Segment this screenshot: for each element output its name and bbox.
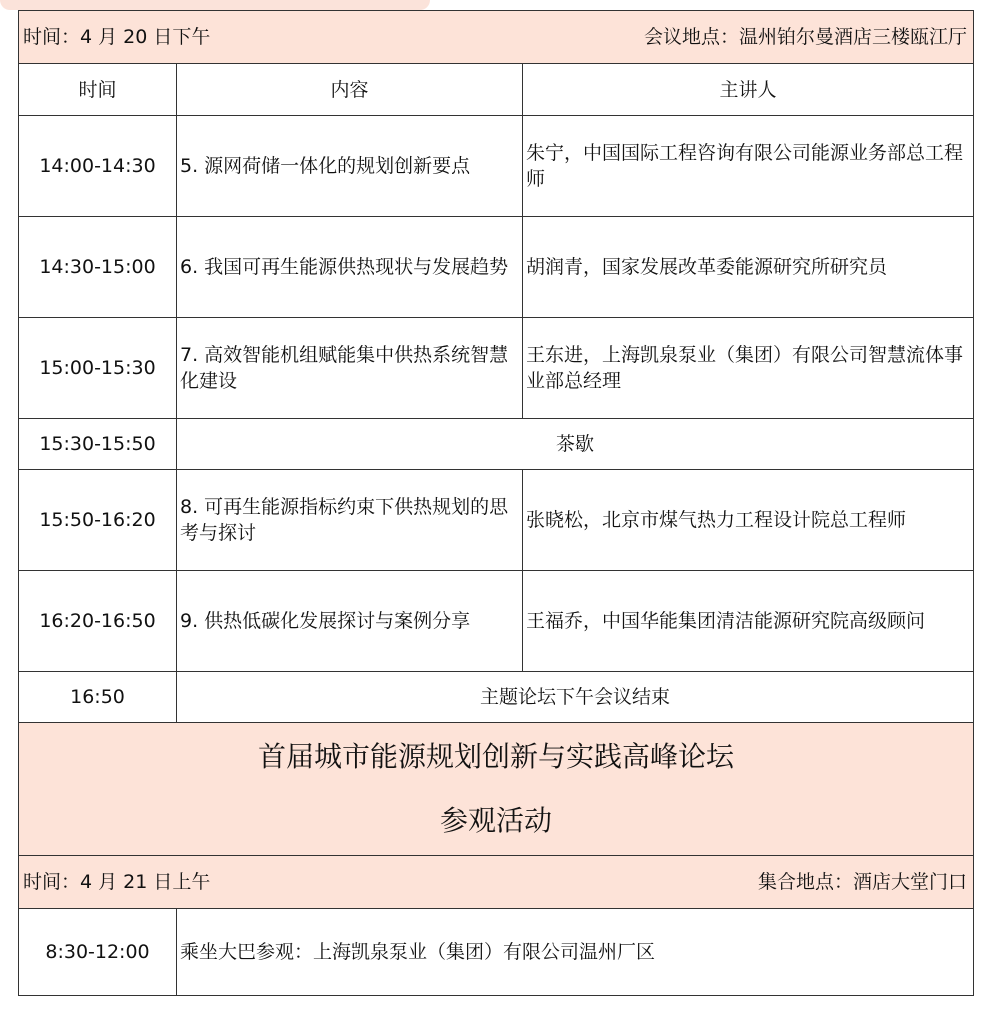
end-row <box>19 672 974 723</box>
row-speaker: 朱宁，中国国际工程咨询有限公司能源业务部总工程师 <box>523 116 974 217</box>
visit-row <box>19 909 974 996</box>
section-title-cell <box>19 723 974 856</box>
row-speaker: 王东进，上海凯泉泵业（集团）有限公司智慧流体事业部总经理 <box>523 318 974 419</box>
afternoon-date: 时间：4 月 20 日下午 <box>23 26 211 48</box>
row-time: 16:50 <box>19 672 177 723</box>
schedule-table <box>18 10 974 996</box>
row-speaker: 王福乔，中国华能集团清洁能源研究院高级顾问 <box>523 571 974 672</box>
afternoon-header-cell <box>19 11 974 64</box>
visit-header-row <box>19 856 974 909</box>
row-time: 15:30-15:50 <box>19 419 177 470</box>
row-time: 15:50-16:20 <box>19 470 177 571</box>
row-content: 6. 我国可再生能源供热现状与发展趋势 <box>177 217 523 318</box>
table-row <box>19 571 974 672</box>
table-row <box>19 318 974 419</box>
row-speaker: 胡润青，国家发展改革委能源研究所研究员 <box>523 217 974 318</box>
column-header-speaker: 主讲人 <box>523 64 974 116</box>
row-time: 14:30-15:00 <box>19 217 177 318</box>
break-label: 茶歇 <box>177 419 974 470</box>
column-header-row <box>19 64 974 116</box>
section-subtitle: 参观活动 <box>440 804 553 837</box>
visit-venue: 集合地点：酒店大堂门口 <box>758 871 968 893</box>
visit-header-cell <box>19 856 974 909</box>
section-title: 首届城市能源规划创新与实践高峰论坛 <box>258 740 735 773</box>
section-title-row <box>19 723 974 856</box>
row-content: 8. 可再生能源指标约束下供热规划的思考与探讨 <box>177 470 523 571</box>
end-label: 主题论坛下午会议结束 <box>177 672 974 723</box>
break-row <box>19 419 974 470</box>
column-header-time: 时间 <box>19 64 177 116</box>
visit-activity: 乘坐大巴参观：上海凯泉泵业（集团）有限公司温州厂区 <box>177 909 974 996</box>
row-time: 16:20-16:50 <box>19 571 177 672</box>
table-row <box>19 116 974 217</box>
afternoon-venue: 会议地点：温州铂尔曼酒店三楼瓯江厅 <box>644 26 968 48</box>
row-speaker: 张晓松，北京市煤气热力工程设计院总工程师 <box>523 470 974 571</box>
visit-date: 时间：4 月 21 日上午 <box>23 871 211 893</box>
top-decoration <box>0 0 430 10</box>
table-row <box>19 470 974 571</box>
row-content: 5. 源网荷储一体化的规划创新要点 <box>177 116 523 217</box>
visit-time: 8:30-12:00 <box>19 909 177 996</box>
row-time: 14:00-14:30 <box>19 116 177 217</box>
row-content: 9. 供热低碳化发展探讨与案例分享 <box>177 571 523 672</box>
row-time: 15:00-15:30 <box>19 318 177 419</box>
afternoon-header-row <box>19 11 974 64</box>
row-content: 7. 高效智能机组赋能集中供热系统智慧化建设 <box>177 318 523 419</box>
table-row <box>19 217 974 318</box>
column-header-content: 内容 <box>177 64 523 116</box>
